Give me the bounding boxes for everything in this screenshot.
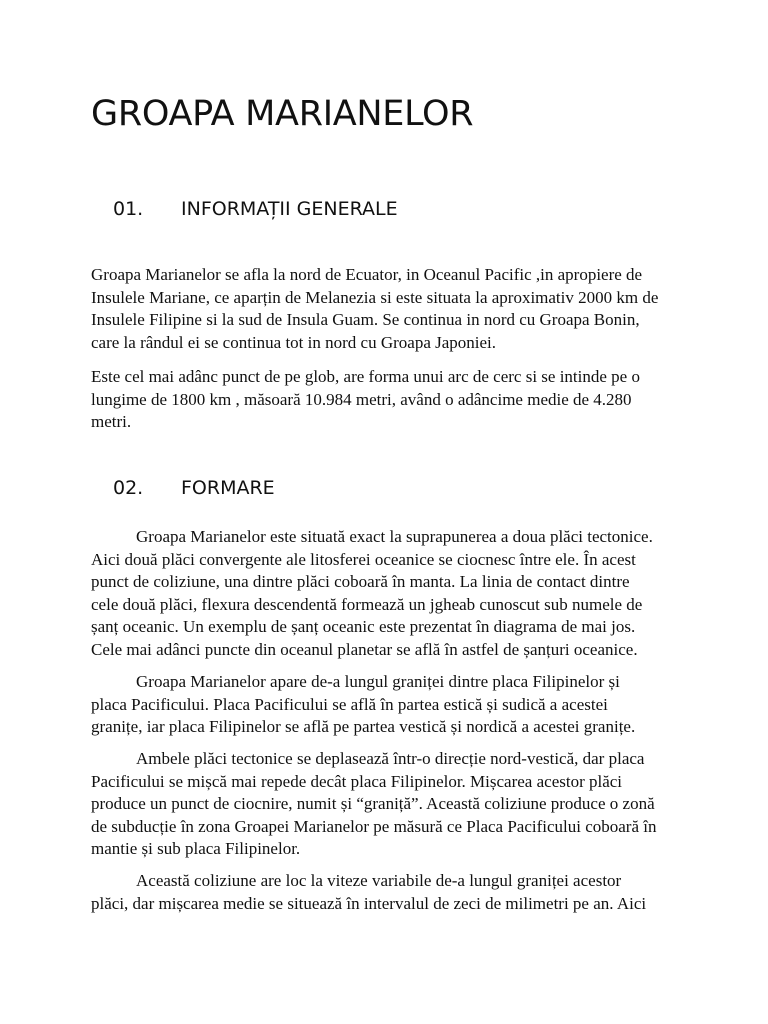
paragraph — [91, 671, 635, 739]
text-line: lungime de 1800 km , măsoară 10.984 metri, având o adâncime medie de 4.280 — [91, 389, 632, 409]
paragraph — [91, 264, 658, 354]
text-line: Insulele Mariane, ce aparțin de Melanezia si este situata la aproximativ 2000 km de — [91, 287, 659, 307]
paragraph — [91, 366, 640, 434]
text-line: cele două plăci, flexura descendentă formează un jgheab cunoscut sub numele de — [91, 594, 643, 614]
section-number: 02. — [113, 477, 144, 499]
text-line: Insulele Filipine si la sud de Insula Guam. Se continua in nord cu Groapa Bonin, — [91, 310, 640, 329]
section-heading-informatii-generale — [113, 196, 398, 222]
text-line: șanț oceanic. Un exemplu de șanț oceanic este prezentat în diagrama de mai jos. — [91, 617, 636, 636]
text-line: Această coliziune are loc la viteze variabile de-a lungul graniței acestor — [136, 871, 622, 890]
text-line: punct de coliziune, una dintre plăci coboară în manta. La linia de contact dintre — [91, 572, 630, 591]
text-line: Cele mai adânci puncte din oceanul planetar se află în astfel de șanțuri oceanice. — [91, 639, 638, 659]
section-title: FORMARE — [181, 477, 275, 499]
section-number: 01. — [113, 198, 144, 220]
text-line: Ambele plăci tectonice se deplasează într-o direcție nord-vestică, dar placa — [136, 749, 645, 768]
text-line: metri. — [91, 412, 132, 431]
document-title: GROAPA MARIANELOR — [91, 94, 474, 134]
paragraph — [91, 870, 646, 915]
paragraph — [91, 748, 657, 861]
paragraph — [91, 526, 653, 661]
text-line: Groapa Marianelor apare de-a lungul graniței dintre placa Filipinelor și — [136, 672, 620, 691]
text-line: Aici două plăci convergente ale litosferei oceanice se ciocnesc între ele. În acest — [91, 549, 636, 569]
text-line: mantie și sub placa Filipinelor. — [91, 839, 301, 858]
section-title: INFORMAȚII GENERALE — [181, 198, 398, 220]
section-heading-formare — [113, 475, 275, 501]
text-line: Groapa Marianelor se afla la nord de Ecuator, in Oceanul Pacific ,in apropiere de — [91, 265, 643, 284]
text-line: granițe, iar placa Filipinelor se află pe partea vestică și nordică a acestei granițe. — [91, 717, 636, 736]
text-line: placa Pacificului. Placa Pacificului se află în partea estică și sudică a acestei — [91, 694, 608, 714]
text-line: produce un punct de ciocnire, numit și “graniță”. Această coliziune produce o zonă — [91, 794, 655, 813]
text-line: Este cel mai adânc punct de pe glob, are forma unui arc de cerc si se intinde pe o — [91, 367, 640, 386]
text-line: de subducție în zona Groapei Marianelor pe măsură ce Placa Pacificului coboară în — [91, 816, 657, 836]
text-line: Pacificului se mișcă mai repede decât placa Filipinelor. Mișcarea acestor plăci — [91, 771, 623, 791]
text-line: plăci, dar mișcarea medie se situează în intervalul de zeci de milimetri pe an. Aici — [91, 893, 647, 913]
text-line: care la rândul ei se continua tot in nord cu Groapa Japoniei. — [91, 332, 497, 352]
text-line: Groapa Marianelor este situată exact la suprapunerea a doua plăci tectonice. — [136, 527, 653, 546]
